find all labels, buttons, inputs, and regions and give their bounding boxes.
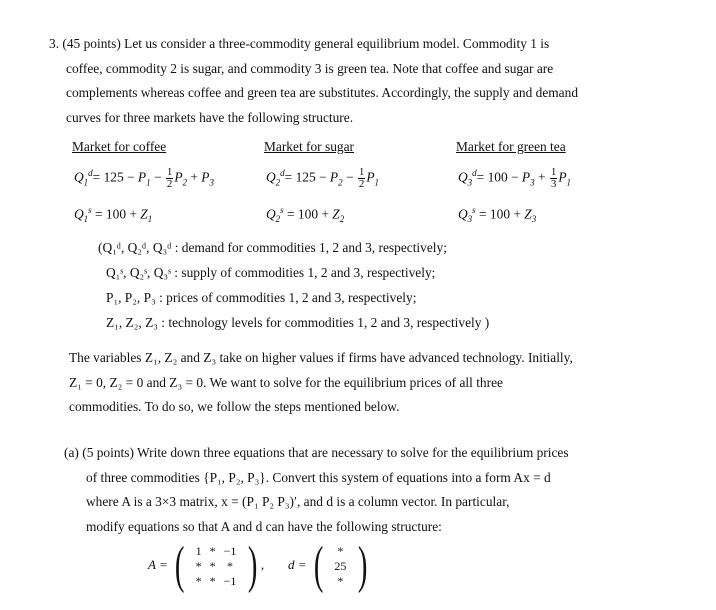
market-sugar-header: Market for sugar	[264, 139, 354, 154]
problem-line-1: (45 points) Let us consider a three-commodity general equilibrium model. Commodity 1 is	[62, 36, 550, 51]
problem-line-3: complements whereas coffee and green tea are substitutes. Accordingly, the supply and demand	[66, 85, 579, 100]
coffee-supply-equation: $Q_1^s = 100 + Z_1$	[74, 205, 153, 225]
problem-line-2: coffee, commodity 2 is sugar, and commodity 3 is green tea. Note that coffee and sugar are	[66, 60, 554, 76]
variable-definitions	[98, 235, 489, 335]
definition-prices: P₁, P₂, P₃ : prices of commodities 1, 2 and 3, respectively;	[106, 290, 417, 305]
vector-cell: *	[337, 573, 344, 588]
problem-intro	[49, 32, 649, 130]
coffee-demand-equation: $Q_1^d= 125 - P_1$ − $\frac{1}{2}$ $P_2 + P_3$	[74, 166, 214, 190]
market-coffee-header: Market for coffee	[72, 139, 167, 154]
vector-d: d = ( * 25 * )	[288, 537, 368, 594]
part-a-label: (a)	[64, 445, 79, 460]
vector-cell: *	[337, 543, 344, 558]
matrix-cell: *	[209, 573, 216, 588]
market-tea-header: Market for green tea	[456, 139, 566, 154]
problem-number: 3.	[49, 36, 60, 51]
part-a-line-1: (5 points) Write down three equations that are necessary to solve for the equilibrium prices	[82, 445, 569, 460]
vector-d-grid	[330, 544, 350, 589]
sugar-demand-equation: $Q_2^d= 125 - P_2$ − $\frac{1}{2}$ $P_1$	[266, 166, 380, 190]
vector-d-label: d =	[288, 556, 307, 572]
variables-paragraph	[69, 346, 659, 420]
tea-supply-equation: $Q_3^s = 100 + Z_3$	[458, 205, 537, 225]
part-a-line-4: modify equations so that A and d can have the following structure:	[86, 518, 442, 534]
matrix-a-label: A =	[148, 556, 168, 572]
paragraph2-line-1: The variables Z₁, Z₂ and Z₃ take on higher values if firms have advanced technology. Initially,	[69, 350, 573, 365]
matrix-a: A = ( 1 * −1 * * * * * −1 ) ,	[148, 537, 265, 594]
matrix-cell: *	[195, 573, 202, 588]
matrix-cell: *	[209, 558, 216, 573]
sugar-supply-equation: $Q_2^s = 100 + Z_2$	[266, 205, 345, 225]
vector-cell: 25	[334, 558, 347, 573]
definition-supply: Q₁ˢ, Q₂ˢ, Q₃ˢ : supply of commodities 1, 2 and 3, respectively;	[106, 265, 436, 280]
matrix-cell: *	[195, 558, 202, 573]
definition-demand: (Q₁ᵈ, Q₂ᵈ, Q₃ᵈ : demand for commodities 1, 2 and 3, respectively;	[98, 240, 447, 255]
matrix-a-grid	[192, 544, 241, 589]
matrix-cell: −1	[223, 573, 237, 588]
definition-technology: Z₁, Z₂, Z₃ : technology levels for commodities 1, 2 and 3, respectively )	[106, 315, 490, 330]
part-a-line-3: where A is a 3×3 matrix, x = (P₁ P₂ P₃)′, and d is a column vector. In particular,	[86, 494, 510, 509]
paragraph2-line-2: Z₁ = 0, Z₂ = 0 and Z₃ = 0. We want to solve for the equilibrium prices of all three	[69, 374, 503, 390]
paragraph2-line-3: commodities. To do so, we follow the steps mentioned below.	[69, 399, 400, 414]
part-a-line-2: of three commodities {P₁, P₂, P₃}. Convert this system of equations into a form Ax = d	[86, 469, 551, 485]
tea-demand-equation: $Q_3^d= 100 - P_3$ + $\frac{1}{3}$ $P_1$	[458, 166, 572, 190]
matrix-cell: 1	[195, 543, 202, 558]
matrix-cell: −1	[223, 543, 237, 558]
matrix-cell: *	[226, 558, 233, 573]
part-a	[64, 441, 654, 539]
problem-line-4: curves for three markets have the following structure.	[66, 109, 354, 125]
matrix-cell: *	[209, 543, 216, 558]
